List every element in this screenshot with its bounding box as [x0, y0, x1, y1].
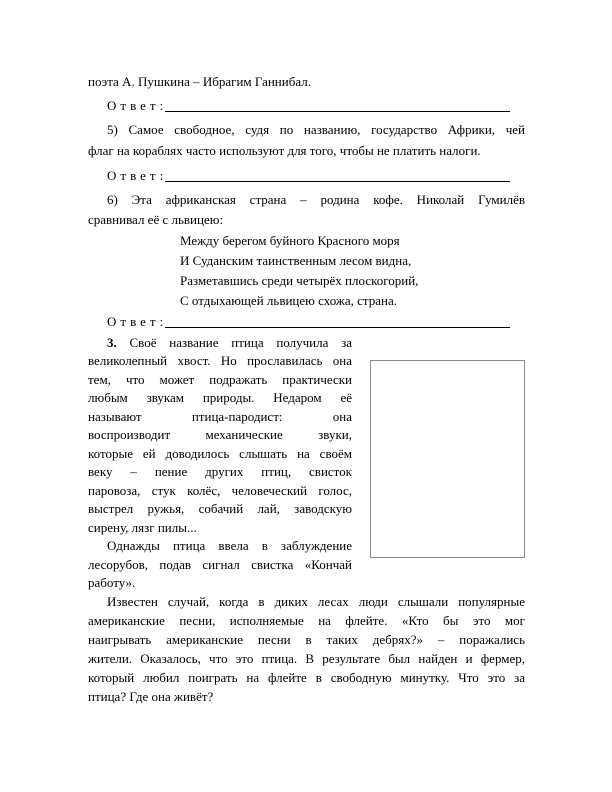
task3-line: лесорубов, подав сигнал свистка «Кончай	[88, 557, 352, 572]
answer-label: Ответ:	[107, 98, 168, 113]
answer-blank	[165, 111, 510, 112]
question5-line: флаг на кораблях часто используют для того, чтобы не платить налоги.	[88, 143, 481, 158]
question5-line: 5) Самое свободное, судя по названию, государство Африки, чей	[107, 122, 525, 137]
answer-label: Ответ:	[107, 314, 168, 329]
task3-line: веку – пение других птиц, свисток	[88, 464, 352, 479]
task3-line: любым звукам природы. Недаром её	[88, 390, 352, 405]
image-placeholder	[370, 360, 525, 558]
task3-line: Однажды птица ввела в заблуждение	[107, 538, 352, 553]
task3-line: воспроизводит механические звуки,	[88, 427, 352, 442]
answer-blank	[165, 327, 510, 328]
task3-line: работу».	[88, 575, 136, 590]
answer-blank	[165, 181, 510, 182]
task3-line: которые ей доводилось слышать на своём	[88, 446, 352, 461]
poem-line: С отдыхающей львицею схожа, страна.	[180, 293, 397, 308]
question6-line: 6) Эта африканская страна – родина кофе. Николай Гумилёв	[107, 192, 525, 207]
task3-line: американские песни, исполняемые на флейте. «Кто бы это мог	[88, 613, 525, 628]
task3-first-line	[107, 334, 352, 352]
task-number: 3.	[107, 335, 117, 350]
task3-line: великолепный хвост. Но прославилась она	[88, 353, 352, 368]
task3-line: паровоза, стук колёс, человеческий голос,	[88, 483, 352, 498]
task3-line: выстрел ружья, собачий лай, заводскую	[88, 501, 352, 516]
poem-line: Разметавшись среди четырёх плоскогорий,	[180, 273, 419, 288]
task3-line: Известен случай, когда в диких лесах люди слышали популярные	[107, 594, 525, 609]
task3-line: называют птица-пародист: она	[88, 409, 352, 424]
question6-line: сравнивал её с львицею:	[88, 212, 224, 227]
task3-line: жители. Оказалось, что это птица. В результате был найден и фермер,	[88, 651, 525, 666]
task3-line: наигрывать американские песни в таких дебрях?» – поражались	[88, 632, 525, 647]
task3-line: тем, что может подражать практически	[88, 372, 352, 387]
task3-first-line-text: Своё название птица получила за	[129, 335, 353, 350]
poem-line: Между берегом буйного Красного моря	[180, 233, 400, 248]
poem-line: И Суданским таинственным лесом видна,	[180, 253, 412, 268]
task3-line: птица? Где она живёт?	[88, 689, 214, 704]
answer-label: Ответ:	[107, 168, 168, 183]
intro-line: поэта А. Пушкина – Ибрагим Ганнибал.	[88, 74, 311, 89]
task3-line: сирену, лязг пилы...	[88, 520, 197, 535]
task3-line: который любил поиграть на флейте в свободную минутку. Что это за	[88, 670, 525, 685]
